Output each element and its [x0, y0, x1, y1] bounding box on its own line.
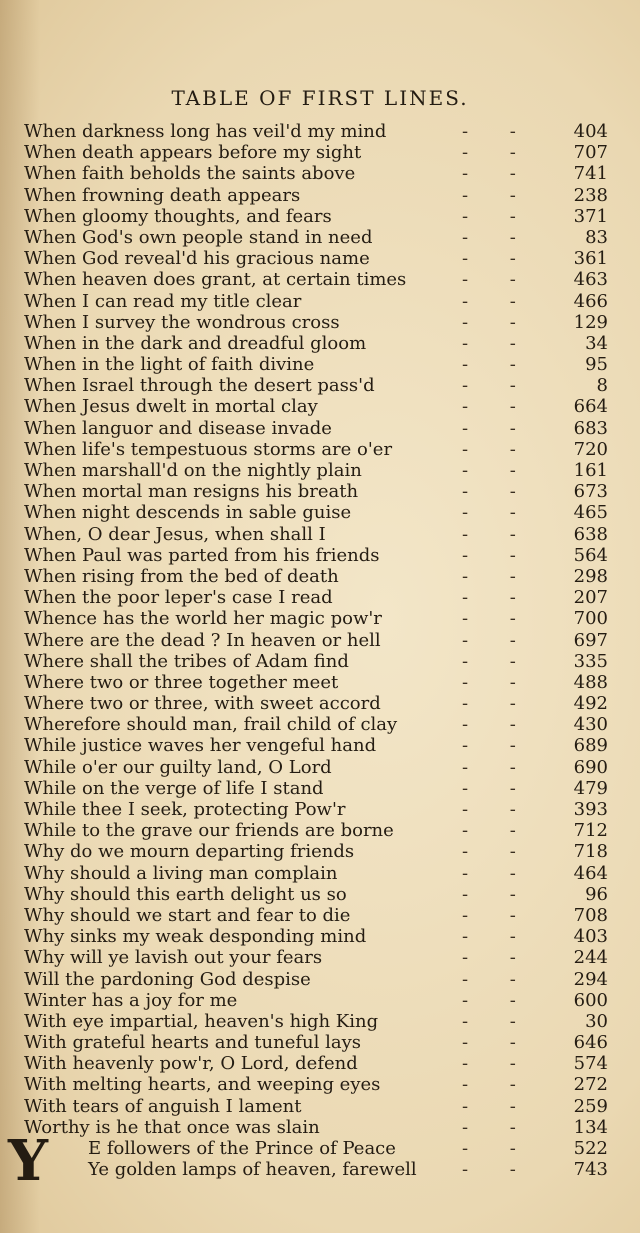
list-item: [24, 524, 608, 545]
page-number: 718: [573, 841, 608, 863]
list-item: [24, 481, 608, 502]
leader-dashes: - -: [462, 1095, 534, 1117]
page-number: 673: [573, 481, 608, 503]
list-item: [24, 1159, 608, 1180]
first-line-text: When God reveal'd his gracious name: [24, 248, 370, 270]
leader-dashes: - -: [462, 841, 534, 863]
leader-dashes: - -: [462, 862, 534, 884]
list-item: [24, 778, 608, 799]
page-number: 720: [573, 438, 608, 460]
leader-dashes: - -: [462, 269, 534, 291]
page-number: 689: [573, 735, 608, 757]
leader-dashes: - -: [462, 460, 534, 481]
leader-dashes: - -: [462, 311, 534, 333]
first-line-text: While justice waves her vengeful hand: [24, 735, 377, 757]
list-item: [24, 1117, 608, 1138]
leader-dashes: - -: [462, 947, 534, 969]
page-number: 522: [573, 1138, 608, 1159]
leader-dashes: - -: [462, 820, 534, 842]
first-line-text: Why will ye lavish out your fears: [24, 947, 323, 969]
list-item: [24, 947, 608, 968]
first-line-text: Worthy is he that once was slain: [24, 1116, 320, 1138]
first-line-text: When in the dark and dreadful gloom: [24, 332, 367, 354]
first-line-text: While thee I seek, protecting Pow'r: [24, 799, 346, 820]
list-item: [24, 651, 608, 672]
first-line-text: With heavenly pow'r, O Lord, defend: [24, 1053, 358, 1075]
first-line-text: Why do we mourn departing friends: [24, 841, 355, 863]
first-line-text: Winter has a joy for me: [24, 989, 238, 1011]
page-number: 741: [573, 163, 608, 185]
list-item: [24, 884, 608, 905]
page-number: 466: [573, 290, 608, 312]
leader-dashes: - -: [462, 968, 534, 990]
list-item: [24, 502, 608, 523]
leader-dashes: - -: [462, 248, 534, 270]
leader-dashes: - -: [462, 1116, 534, 1138]
list-item: [24, 333, 608, 354]
first-line-text: When I survey the wondrous cross: [24, 311, 340, 333]
first-line-text: When, O dear Jesus, when shall I: [24, 523, 326, 545]
list-item: [24, 1138, 608, 1159]
list-item: [24, 1032, 608, 1053]
page-number: 404: [573, 121, 608, 142]
leader-dashes: - -: [462, 184, 534, 206]
page-number: 161: [573, 460, 608, 481]
list-item: [24, 820, 608, 841]
first-line-text: With tears of anguish I lament: [24, 1095, 302, 1117]
first-line-text: When rising from the bed of death: [24, 565, 339, 587]
first-line-text: When Israel through the desert pass'd: [24, 375, 375, 397]
leader-dashes: - -: [462, 354, 534, 376]
first-line-text: Whence has the world her magic pow'r: [24, 608, 382, 630]
list-item: [24, 460, 608, 481]
list-item: [24, 587, 608, 608]
page-number: 207: [573, 587, 608, 609]
leader-dashes: - -: [462, 163, 534, 185]
leader-dashes: - -: [462, 332, 534, 354]
leader-dashes: - -: [462, 629, 534, 651]
leader-dashes: - -: [462, 1010, 534, 1032]
list-item: [24, 312, 608, 333]
list-item: [24, 969, 608, 990]
first-line-text: When I can read my title clear: [24, 290, 302, 312]
page-number: 743: [573, 1159, 608, 1181]
first-line-text: When darkness long has veil'd my mind: [24, 121, 387, 142]
leader-dashes: - -: [462, 290, 534, 312]
list-item: [24, 1096, 608, 1117]
list-item: [24, 566, 608, 587]
list-item: [24, 185, 608, 206]
leader-dashes: - -: [462, 1159, 534, 1181]
page-number: 700: [573, 608, 608, 630]
first-line-text: With eye impartial, heaven's high King: [24, 1010, 379, 1032]
list-item: [24, 142, 608, 163]
leader-dashes: - -: [462, 608, 534, 630]
first-line-text: Where two or three, with sweet accord: [24, 693, 381, 715]
page-number: 272: [573, 1074, 608, 1096]
leader-dashes: - -: [462, 671, 534, 693]
list-item: [24, 291, 608, 312]
first-line-text: Why should this earth delight us so: [24, 883, 347, 905]
list-item: [24, 841, 608, 862]
first-line-text: With melting hearts, and weeping eyes: [24, 1074, 381, 1096]
leader-dashes: - -: [462, 205, 534, 227]
list-item: [24, 630, 608, 651]
list-item: [24, 990, 608, 1011]
page-number: 238: [573, 184, 608, 206]
first-line-text: Why sinks my weak desponding mind: [24, 926, 367, 948]
first-line-text: When marshall'd on the nightly plain: [24, 460, 362, 481]
page-number: 488: [573, 671, 608, 693]
leader-dashes: - -: [462, 1053, 534, 1075]
first-line-text: Where are the dead ? In heaven or hell: [24, 629, 381, 651]
list-item: [24, 799, 608, 820]
page-number: 479: [573, 777, 608, 799]
list-item: [24, 418, 608, 439]
leader-dashes: - -: [462, 523, 534, 545]
leader-dashes: - -: [462, 565, 534, 587]
leader-dashes: - -: [462, 1074, 534, 1096]
leader-dashes: - -: [462, 396, 534, 418]
first-line-text: While to the grave our friends are borne: [24, 820, 394, 842]
first-line-text: When Paul was parted from his friends: [24, 544, 380, 566]
list-item: [24, 1074, 608, 1095]
list-item: [24, 672, 608, 693]
page-number: 361: [573, 248, 608, 270]
leader-dashes: - -: [462, 714, 534, 736]
leader-dashes: - -: [462, 226, 534, 248]
first-line-text: When faith beholds the saints above: [24, 163, 356, 185]
leader-dashes: - -: [462, 735, 534, 757]
leader-dashes: - -: [462, 926, 534, 948]
page-number: 30: [585, 1010, 608, 1032]
leader-dashes: - -: [462, 375, 534, 397]
page-number: 463: [573, 269, 608, 291]
list-item: [24, 714, 608, 735]
page-number: 638: [573, 523, 608, 545]
list-item: [24, 1053, 608, 1074]
first-line-text: When gloomy thoughts, and fears: [24, 205, 332, 227]
leader-dashes: - -: [462, 121, 534, 142]
page-title: TABLE OF FIRST LINES.: [171, 86, 469, 110]
first-line-text: Why should a living man complain: [24, 862, 338, 884]
first-line-text: E followers of the Prince of Peace: [88, 1138, 396, 1159]
first-line-text: With grateful hearts and tuneful lays: [24, 1032, 362, 1054]
first-line-text: When mortal man resigns his breath: [24, 481, 359, 503]
page-number: 134: [573, 1116, 608, 1138]
page-number: 712: [573, 820, 608, 842]
leader-dashes: - -: [462, 693, 534, 715]
leader-dashes: - -: [462, 1138, 534, 1159]
first-line-text: Will the pardoning God despise: [24, 968, 311, 990]
list-item: [24, 206, 608, 227]
page-number: 403: [573, 926, 608, 948]
list-item: [24, 757, 608, 778]
page-number: 697: [573, 629, 608, 651]
leader-dashes: - -: [462, 904, 534, 926]
page-number: 95: [585, 354, 608, 376]
leader-dashes: - -: [462, 1032, 534, 1054]
page-number: 298: [573, 565, 608, 587]
page-number: 129: [573, 311, 608, 333]
first-line-text: When in the light of faith divine: [24, 354, 315, 376]
page-number: 430: [573, 714, 608, 736]
page-number: 96: [585, 883, 608, 905]
leader-dashes: - -: [462, 438, 534, 460]
first-line-text: When Jesus dwelt in mortal clay: [24, 396, 318, 418]
list-item: [24, 375, 608, 396]
list-item: [24, 735, 608, 756]
leader-dashes: - -: [462, 502, 534, 524]
leader-dashes: - -: [462, 777, 534, 799]
list-item: [24, 121, 608, 142]
first-lines-list: [24, 121, 608, 1180]
page-number: 690: [573, 756, 608, 778]
page-number: 664: [573, 396, 608, 418]
leader-dashes: - -: [462, 417, 534, 439]
leader-dashes: - -: [462, 650, 534, 672]
leader-dashes: - -: [462, 142, 534, 164]
list-item: [24, 905, 608, 926]
leader-dashes: - -: [462, 756, 534, 778]
first-line-text: Wherefore should man, frail child of clay: [24, 714, 398, 736]
leader-dashes: - -: [462, 544, 534, 566]
page-number: 294: [573, 968, 608, 990]
first-line-text: When the poor leper's case I read: [24, 587, 333, 609]
leader-dashes: - -: [462, 989, 534, 1011]
page-number: 646: [573, 1032, 608, 1054]
first-line-text: While on the verge of life I stand: [24, 777, 324, 799]
drop-cap-letter: Y: [8, 1128, 48, 1194]
page-number: 244: [573, 947, 608, 969]
list-item: [24, 227, 608, 248]
page-number: 335: [573, 650, 608, 672]
page-number: 492: [573, 693, 608, 715]
list-item: [24, 163, 608, 184]
page-number: 464: [573, 862, 608, 884]
page-number: 8: [596, 375, 608, 397]
list-item: [24, 545, 608, 566]
page-number: 564: [573, 544, 608, 566]
page-number: 371: [573, 205, 608, 227]
first-line-text: Where shall the tribes of Adam find: [24, 650, 349, 672]
first-line-text: Ye golden lamps of heaven, farewell: [88, 1159, 417, 1181]
list-item: [24, 608, 608, 629]
first-line-text: When languor and disease invade: [24, 417, 332, 439]
first-line-text: When heaven does grant, at certain times: [24, 269, 407, 291]
page-number: 83: [585, 226, 608, 248]
list-item: [24, 926, 608, 947]
page-number: 574: [573, 1053, 608, 1075]
first-line-text: Where two or three together meet: [24, 671, 339, 693]
page-number: 259: [573, 1095, 608, 1117]
page-number: 600: [573, 989, 608, 1011]
first-line-text: When God's own people stand in need: [24, 226, 373, 248]
list-item: [24, 396, 608, 417]
page-number: 393: [573, 799, 608, 820]
list-item: [24, 863, 608, 884]
leader-dashes: - -: [462, 587, 534, 609]
page-number: 707: [573, 142, 608, 164]
list-item: [24, 439, 608, 460]
leader-dashes: - -: [462, 883, 534, 905]
list-item: [24, 1011, 608, 1032]
leader-dashes: - -: [462, 481, 534, 503]
list-item: [24, 693, 608, 714]
list-item: [24, 354, 608, 375]
page-number: 683: [573, 417, 608, 439]
list-item: [24, 269, 608, 290]
page-number: 465: [573, 502, 608, 524]
first-line-text: When life's tempestuous storms are o'er: [24, 438, 393, 460]
list-item: [24, 248, 608, 269]
page-number: 34: [585, 332, 608, 354]
page-number: 708: [573, 904, 608, 926]
first-line-text: When death appears before my sight: [24, 142, 362, 164]
first-line-text: While o'er our guilty land, O Lord: [24, 756, 332, 778]
first-line-text: When night descends in sable guise: [24, 502, 352, 524]
leader-dashes: - -: [462, 799, 534, 820]
first-line-text: Why should we start and fear to die: [24, 904, 351, 926]
first-line-text: When frowning death appears: [24, 184, 301, 206]
